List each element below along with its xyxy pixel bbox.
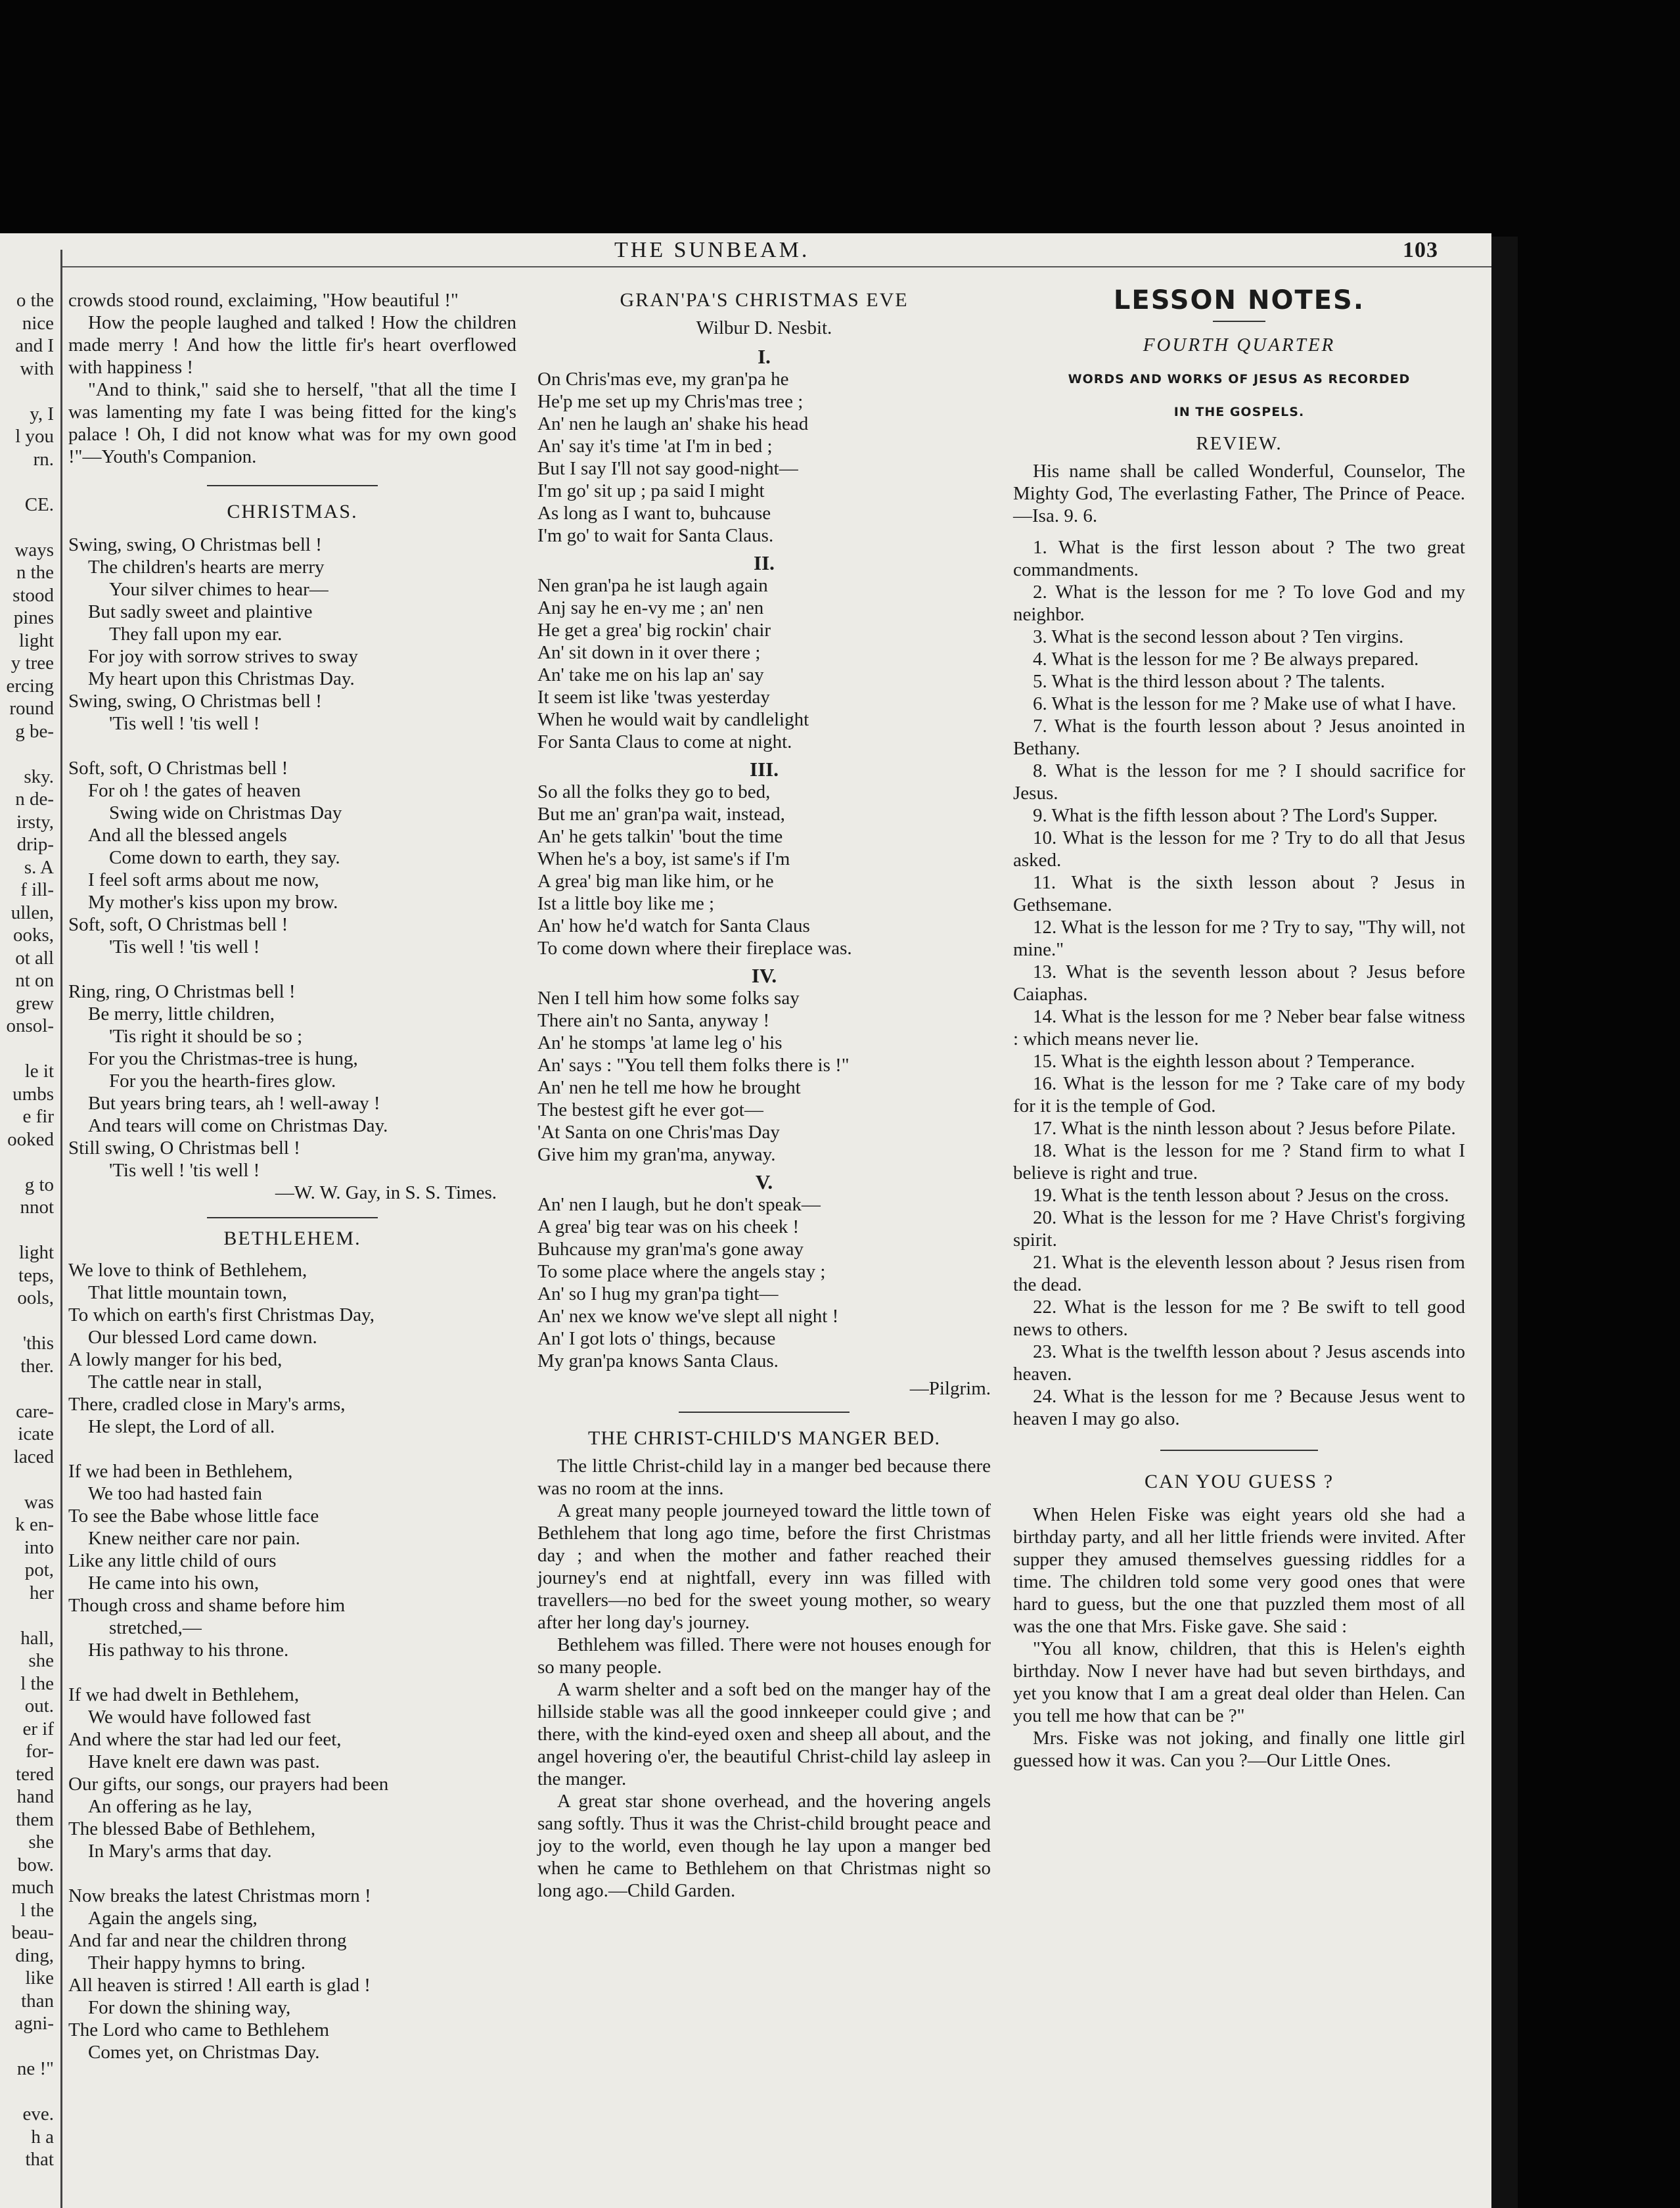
masthead-title: THE SUNBEAM. bbox=[614, 238, 810, 262]
stanza bbox=[537, 368, 991, 547]
lesson-subtitle-2: IN THE GOSPELS. bbox=[1173, 405, 1305, 419]
text-fragment bbox=[0, 2035, 54, 2058]
text-fragment: ot all bbox=[15, 947, 54, 969]
text-fragment: ercing bbox=[6, 675, 54, 697]
poem-line: When he's a boy, ist same's if I'm bbox=[537, 848, 790, 869]
stanza-break bbox=[68, 958, 516, 980]
poem-line: My heart upon this Christmas Day. bbox=[88, 668, 355, 689]
text-fragment: them bbox=[16, 1808, 54, 1830]
text-fragment bbox=[0, 516, 54, 539]
column-3 bbox=[1013, 285, 1465, 1772]
poem-line: The Lord who came to Bethlehem bbox=[68, 2019, 330, 2040]
text-fragment: er if bbox=[22, 1718, 54, 1739]
text-fragment: g be- bbox=[15, 720, 54, 742]
poem-granpa bbox=[537, 346, 991, 1372]
page-edge-shadow bbox=[1491, 237, 1518, 2208]
story-title-manger: THE CHRIST-CHILD'S MANGER BED. bbox=[588, 1427, 940, 1449]
poem-line: To come down where their fireplace was. bbox=[537, 938, 852, 959]
paragraph: "And to think," said she to herself, "that all the time I was lamenting my fate I was being fitted for the king's palace ! Oh, I did not know what was for my own good !"—Youth's Companion. bbox=[68, 379, 516, 467]
text-fragment bbox=[0, 1468, 54, 1491]
text-fragment: pines bbox=[13, 607, 54, 628]
poem-line: An' nen he tell me how he brought bbox=[537, 1077, 801, 1098]
paragraph: A great many people journeyed toward the little town of Bethlehem that long ago time, before the first Christmas day ; and when the mother and father reached their journey's end at nightfall, every inn was filled with travellers—no bed for the sweet young mother, so weary after her long day's journey. bbox=[537, 1500, 991, 1633]
paragraph: How the people laughed and talked ! How the children made merry ! And how the little fir's heart overflowed with happiness ! bbox=[68, 312, 516, 378]
text-fragment: icate bbox=[18, 1423, 54, 1444]
separator bbox=[1213, 321, 1265, 322]
lesson-item: 19. What is the tenth lesson about ? Jesus on the cross. bbox=[1033, 1185, 1449, 1206]
paragraph: When Helen Fiske was eight years old she had a birthday party, and all her little friends were invited. After supper they amused themselves guessing riddles for a time. The children told some very good ones that were hard to guess, but the one that puzzled them most of all was the one that Mrs. Fiske gave. She said : bbox=[1013, 1504, 1465, 1637]
poem-line: To which on earth's first Christmas Day, bbox=[68, 1304, 375, 1325]
text-fragment: o the bbox=[16, 290, 54, 311]
paragraph: "You all know, children, that this is Helen's eighth birthday. Now I never have had but seven birthdays, and yet you know that I am a great deal older than Helen. Can you tell me how that can be ?" bbox=[1013, 1638, 1465, 1726]
poem-line: stretched,— bbox=[109, 1617, 202, 1638]
text-fragment: CE. bbox=[24, 494, 54, 515]
lesson-questions bbox=[1013, 536, 1465, 1430]
poem-line: He'p me set up my Chris'mas tree ; bbox=[537, 391, 804, 412]
poem-line: All heaven is stirred ! All earth is glad ! bbox=[68, 1975, 371, 1996]
stanza bbox=[537, 1193, 991, 1372]
text-fragment bbox=[0, 1310, 54, 1333]
text-fragment: y, I bbox=[30, 403, 54, 425]
poem-line: My mother's kiss upon my brow. bbox=[88, 892, 338, 913]
text-fragment: irsty, bbox=[16, 811, 54, 833]
poem-line: 'Tis well ! 'tis well ! bbox=[109, 713, 260, 734]
poem-source: —Pilgrim. bbox=[909, 1378, 991, 1399]
text-fragment: ullen, bbox=[11, 902, 54, 923]
poem-line: An' I got lots o' things, because bbox=[537, 1328, 776, 1349]
stanza-break bbox=[68, 735, 516, 757]
poem-christmas bbox=[68, 534, 516, 1182]
poem-line: I'm go' sit up ; pa said I might bbox=[537, 480, 765, 501]
poem-line: And tears will come on Christmas Day. bbox=[88, 1115, 388, 1136]
poem-line: The bestest gift he ever got— bbox=[537, 1099, 763, 1120]
text-fragment: out. bbox=[24, 1695, 54, 1716]
text-fragment: onsol- bbox=[6, 1015, 54, 1036]
lesson-notes-title: LESSON NOTES. bbox=[1113, 285, 1365, 315]
poem-line: If we had dwelt in Bethlehem, bbox=[68, 1684, 300, 1705]
text-fragment: tered bbox=[16, 1763, 54, 1785]
poem-title-granpa: GRAN'PA'S CHRISTMAS EVE bbox=[620, 289, 909, 311]
text-fragment: round bbox=[9, 698, 54, 719]
text-fragment: umbs bbox=[12, 1083, 54, 1105]
header-rule bbox=[62, 266, 1491, 267]
poem-title-christmas: CHRISTMAS. bbox=[227, 501, 358, 522]
paragraph: A warm shelter and a soft bed on the manger hay of the hillside stable was all the good innkeeper could give ; and there, with the kind-eyed oxen and sheep all about, and the angel hovering o'er, the beautiful Christ-child lay asleep in the manger. bbox=[537, 1679, 991, 1789]
poem-line: Come down to earth, they say. bbox=[109, 847, 340, 868]
page-number: 103 bbox=[1403, 238, 1438, 262]
text-fragment: hall, bbox=[20, 1627, 54, 1649]
poem-line: An' nen I laugh, but he don't speak— bbox=[537, 1194, 821, 1215]
poem-line: So all the folks they go to bed, bbox=[537, 781, 771, 802]
poem-line: An' how he'd watch for Santa Claus bbox=[537, 915, 810, 936]
text-fragment: her bbox=[29, 1582, 54, 1603]
poem-line: Now breaks the latest Christmas morn ! bbox=[68, 1885, 371, 1906]
poem-line: An' say it's time 'at I'm in bed ; bbox=[537, 436, 773, 457]
poem-line: Our gifts, our songs, our prayers had been bbox=[68, 1774, 389, 1795]
text-fragment: nice bbox=[22, 312, 54, 334]
poem-line: I'm go' to wait for Santa Claus. bbox=[537, 525, 774, 546]
poem-line: For oh ! the gates of heaven bbox=[88, 780, 301, 801]
text-fragment bbox=[0, 1038, 54, 1061]
poem-line: Anj say he en-vy me ; an' nen bbox=[537, 597, 764, 618]
poem-line: A lowly manger for his bed, bbox=[68, 1349, 283, 1370]
poem-line: Give him my gran'ma, anyway. bbox=[537, 1144, 776, 1165]
poem-line: Nen I tell him how some folks say bbox=[537, 988, 800, 1009]
text-fragment: care- bbox=[16, 1400, 54, 1422]
text-fragment: l you bbox=[15, 426, 54, 447]
poem-line: We love to think of Bethlehem, bbox=[68, 1260, 307, 1281]
poem-line: An offering as he lay, bbox=[88, 1796, 252, 1817]
stanza bbox=[537, 987, 991, 1166]
text-fragment: beau- bbox=[11, 1922, 54, 1943]
text-fragment: bow. bbox=[17, 1854, 54, 1875]
text-fragment: grew bbox=[16, 992, 54, 1014]
lesson-item: 7. What is the fourth lesson about ? Jesus anointed in Bethany. bbox=[1013, 716, 1465, 759]
poem-line: And where the star had led our feet, bbox=[68, 1729, 342, 1750]
text-fragment: h a bbox=[31, 2126, 54, 2148]
poem-line: There, cradled close in Mary's arms, bbox=[68, 1394, 346, 1415]
poem-line: An' he gets talkin' 'bout the time bbox=[537, 826, 783, 847]
text-fragment: light bbox=[18, 630, 54, 651]
text-fragment bbox=[0, 2081, 54, 2104]
lesson-item: 9. What is the fifth lesson about ? The Lord's Supper. bbox=[1033, 805, 1438, 826]
poem-line: We too had hasted fain bbox=[88, 1483, 263, 1504]
poem-line: He get a grea' big rockin' chair bbox=[537, 620, 771, 641]
story-ending bbox=[68, 289, 516, 468]
quarter-label: FOURTH QUARTER bbox=[1143, 334, 1336, 356]
lesson-item: 23. What is the twelfth lesson about ? Jesus ascends into heaven. bbox=[1013, 1341, 1465, 1385]
poem-line: On Chris'mas eve, my gran'pa he bbox=[537, 369, 789, 390]
poem-line: An' sit down in it over there ; bbox=[537, 642, 761, 663]
text-fragment: s. A bbox=[24, 856, 54, 878]
lesson-item: 6. What is the lesson for me ? Make use of what I have. bbox=[1033, 693, 1457, 714]
guess-story bbox=[1013, 1504, 1465, 1772]
poem-line: Knew neither care nor pain. bbox=[88, 1528, 300, 1549]
poem-line: For you the hearth-fires glow. bbox=[109, 1070, 336, 1092]
poem-line: That little mountain town, bbox=[88, 1282, 287, 1303]
poem-line: In Mary's arms that day. bbox=[88, 1841, 272, 1862]
text-fragment: drip- bbox=[16, 834, 54, 855]
text-fragment: ne !" bbox=[16, 2058, 54, 2079]
text-fragment: e fir bbox=[22, 1106, 54, 1127]
poem-line: If we had been in Bethlehem, bbox=[68, 1461, 293, 1482]
text-fragment: rn. bbox=[33, 448, 54, 470]
poem-line: A grea' big tear was on his cheek ! bbox=[537, 1216, 800, 1237]
poem-author: Wilbur D. Nesbit. bbox=[696, 317, 832, 338]
lesson-item: 17. What is the ninth lesson about ? Jesus before Pilate. bbox=[1033, 1118, 1456, 1139]
text-fragment: pot, bbox=[24, 1559, 54, 1580]
poem-line: Nen gran'pa he ist laugh again bbox=[537, 575, 768, 596]
poem-line: Be merry, little children, bbox=[88, 1003, 275, 1024]
text-fragment: ools, bbox=[17, 1287, 54, 1308]
poem-line: The cattle near in stall, bbox=[88, 1371, 262, 1392]
poem-line: And far and near the children throng bbox=[68, 1930, 347, 1951]
poem-line: Swing wide on Christmas Day bbox=[109, 802, 342, 823]
text-fragment: nt on bbox=[15, 970, 54, 991]
text-fragment: nnot bbox=[20, 1197, 54, 1218]
poem-line: Have knelt ere dawn was past. bbox=[88, 1751, 320, 1772]
lesson-item: 4. What is the lesson for me ? Be always prepared. bbox=[1033, 649, 1419, 670]
poem-line: 'Tis well ! 'tis well ! bbox=[109, 1160, 260, 1181]
poem-line: 'At Santa on one Chris'mas Day bbox=[537, 1122, 780, 1143]
text-fragment: light bbox=[18, 1242, 54, 1263]
column-1 bbox=[68, 289, 516, 2063]
review-heading: REVIEW. bbox=[1196, 433, 1283, 454]
poem-line: As long as I want to, buhcause bbox=[537, 503, 771, 524]
text-fragment: n the bbox=[16, 562, 54, 583]
stanza-break bbox=[68, 1862, 516, 1885]
poem-line: Ist a little boy like me ; bbox=[537, 893, 715, 914]
text-fragment: with bbox=[20, 357, 54, 379]
text-fragment: sky. bbox=[24, 766, 54, 787]
poem-line: He came into his own, bbox=[88, 1573, 260, 1594]
text-fragment: y tree bbox=[11, 653, 54, 674]
stanza-number: V. bbox=[755, 1170, 773, 1193]
poem-title-bethlehem: BETHLEHEM. bbox=[223, 1228, 361, 1249]
stanza-number: I. bbox=[758, 345, 771, 368]
text-fragment: hand bbox=[16, 1786, 54, 1807]
lesson-item: 1. What is the first lesson about ? The two great commandments. bbox=[1013, 537, 1465, 580]
poem-line: He slept, the Lord of all. bbox=[88, 1416, 275, 1437]
lesson-item: 21. What is the eleventh lesson about ? Jesus risen from the dead. bbox=[1013, 1252, 1465, 1295]
poem-line: Soft, soft, O Christmas bell ! bbox=[68, 758, 288, 779]
lesson-item: 20. What is the lesson for me ? Have Christ's forgiving spirit. bbox=[1013, 1207, 1465, 1251]
poem-line: Their happy hymns to bring. bbox=[88, 1952, 306, 1973]
poem-line: To some place where the angels stay ; bbox=[537, 1261, 826, 1282]
text-fragment: 'this bbox=[22, 1333, 54, 1354]
text-fragment: like bbox=[25, 1967, 54, 1989]
lesson-item: 5. What is the third lesson about ? The talents. bbox=[1033, 671, 1386, 692]
poem-line: My gran'pa knows Santa Claus. bbox=[537, 1350, 779, 1371]
text-fragment: f ill- bbox=[20, 879, 54, 900]
lesson-item: 22. What is the lesson for me ? Be swift to tell good news to others. bbox=[1013, 1297, 1465, 1340]
poem-line: Comes yet, on Christmas Day. bbox=[88, 2042, 320, 2063]
text-fragment bbox=[0, 1377, 54, 1400]
attribution: —W. W. Gay, in S. S. Times. bbox=[275, 1182, 497, 1203]
stanza bbox=[537, 781, 991, 959]
poem-line: An' nex we know we've slept all night ! bbox=[537, 1306, 839, 1327]
text-fragment: g to bbox=[24, 1174, 54, 1195]
poem-line: An' so I hug my gran'pa tight— bbox=[537, 1283, 779, 1304]
poem-line: Like any little child of ours bbox=[68, 1550, 277, 1571]
poem-line: But I say I'll not say good-night— bbox=[537, 458, 798, 479]
text-fragment: ooked bbox=[7, 1128, 54, 1150]
text-fragment bbox=[0, 1151, 54, 1174]
poem-line: An' he stomps 'at lame leg o' his bbox=[537, 1032, 783, 1053]
text-fragment: teps, bbox=[18, 1264, 54, 1286]
poem-line: The children's hearts are merry bbox=[88, 557, 325, 578]
text-fragment: she bbox=[28, 1831, 54, 1852]
poem-line: Ring, ring, O Christmas bell ! bbox=[68, 981, 296, 1002]
text-fragment: eve. bbox=[22, 2104, 54, 2125]
text-fragment: n de- bbox=[15, 789, 54, 810]
text-fragment bbox=[0, 380, 54, 403]
paragraph: The little Christ-child lay in a manger bed because there was no room at the inns. bbox=[537, 1456, 991, 1499]
stanza-break bbox=[68, 1661, 516, 1684]
poem-line: Buhcause my gran'ma's gone away bbox=[537, 1239, 804, 1260]
text-fragment bbox=[0, 1604, 54, 1627]
text-fragment: l the bbox=[20, 1672, 54, 1694]
poem-line: But sadly sweet and plaintive bbox=[88, 601, 313, 622]
poem-line: We would have followed fast bbox=[88, 1707, 311, 1728]
text-fragment: she bbox=[28, 1650, 54, 1671]
column-2 bbox=[537, 289, 991, 1902]
lesson-item: 3. What is the second lesson about ? Ten virgins. bbox=[1033, 626, 1404, 647]
text-fragment: into bbox=[24, 1536, 54, 1558]
text-fragment: and I bbox=[15, 335, 54, 356]
poem-line: Our blessed Lord came down. bbox=[88, 1327, 317, 1348]
poem-line: For joy with sorrow strives to sway bbox=[88, 646, 358, 667]
poem-line: An' take me on his lap an' say bbox=[537, 664, 764, 685]
poem-line: Soft, soft, O Christmas bell ! bbox=[68, 914, 288, 935]
poem-line: 'Tis right it should be so ; bbox=[109, 1026, 303, 1047]
stanza bbox=[537, 574, 991, 753]
poem-line: For you the Christmas-tree is hung, bbox=[88, 1048, 358, 1069]
text-fragment: stood bbox=[12, 584, 54, 606]
poem-bethlehem bbox=[68, 1259, 516, 2063]
text-fragment: was bbox=[24, 1491, 54, 1513]
golden-text: His name shall be called Wonderful, Counselor, The Mighty God, The everlasting Father, The Prince of Peace.—Isa. 9. 6. bbox=[1013, 461, 1465, 526]
poem-line: To see the Babe whose little face bbox=[68, 1506, 319, 1527]
poem-line: But me an' gran'pa wait, instead, bbox=[537, 804, 785, 825]
stanza-number: II. bbox=[754, 551, 775, 574]
text-fragment: k en- bbox=[15, 1514, 54, 1535]
poem-line: They fall upon my ear. bbox=[109, 624, 283, 645]
lesson-item: 13. What is the seventh lesson about ? Jesus before Caiaphas. bbox=[1013, 961, 1465, 1005]
lesson-item: 11. What is the sixth lesson about ? Jesus in Gethsemane. bbox=[1013, 872, 1465, 915]
lesson-item: 15. What is the eighth lesson about ? Temperance. bbox=[1033, 1051, 1415, 1072]
poem-line: I feel soft arms about me now, bbox=[88, 869, 319, 890]
lesson-subtitle-1: WORDS AND WORKS OF JESUS AS RECORDED bbox=[1068, 372, 1411, 386]
text-fragment bbox=[0, 1219, 54, 1242]
text-fragment: much bbox=[11, 1877, 54, 1898]
poem-line: When he would wait by candlelight bbox=[537, 709, 809, 730]
poem-line: 'Tis well ! 'tis well ! bbox=[109, 936, 260, 957]
guess-title: CAN YOU GUESS ? bbox=[1144, 1471, 1334, 1492]
poem-line: For down the shining way, bbox=[88, 1997, 291, 2018]
poem-line: Though cross and shame before him bbox=[68, 1595, 346, 1616]
text-fragment: ooks, bbox=[12, 925, 54, 946]
lesson-item: 18. What is the lesson for me ? Stand firm to what I believe is right and true. bbox=[1013, 1140, 1465, 1184]
poem-line: Swing, swing, O Christmas bell ! bbox=[68, 691, 322, 712]
poem-line: There ain't no Santa, anyway ! bbox=[537, 1010, 770, 1031]
lesson-item: 24. What is the lesson for me ? Because Jesus went to heaven I may go also. bbox=[1013, 1386, 1465, 1429]
paragraph: A great star shone overhead, and the hovering angels sang softly. Thus it was the Christ-child brought peace and joy to the world, even though he lay upon a manger bed when he came to Bethlehem on that Christmas night so long ago.—Child Garden. bbox=[537, 1791, 991, 1901]
lesson-item: 2. What is the lesson for me ? To love God and my neighbor. bbox=[1013, 582, 1465, 625]
text-fragment: le it bbox=[24, 1061, 54, 1082]
text-fragment: ways bbox=[14, 539, 54, 561]
poem-line: An' says : "You tell them folks there is !" bbox=[537, 1055, 850, 1076]
paragraph: Mrs. Fiske was not joking, and finally one little girl guessed how it was. Can you ?—Our Little Ones. bbox=[1013, 1728, 1465, 1771]
text-fragment: ther. bbox=[20, 1355, 54, 1377]
poem-line: Your silver chimes to hear— bbox=[109, 579, 329, 600]
poem-line: But years bring tears, ah ! well-away ! bbox=[88, 1093, 380, 1114]
poem-line: And all the blessed angels bbox=[88, 825, 287, 846]
lesson-item: 16. What is the lesson for me ? Take care of my body for it is the temple of God. bbox=[1013, 1073, 1465, 1116]
poem-line: His pathway to his throne. bbox=[88, 1640, 289, 1661]
stanza-number: IV. bbox=[751, 964, 777, 987]
text-fragment: ding, bbox=[15, 1944, 54, 1966]
text-fragment: l the bbox=[20, 1899, 54, 1921]
left-page-fragment bbox=[0, 289, 58, 2208]
paragraph: crowds stood round, exclaiming, "How beautiful !" bbox=[68, 290, 459, 311]
text-fragment: for- bbox=[26, 1741, 54, 1762]
lesson-item: 14. What is the lesson for me ? Neber bear false witness : which means never lie. bbox=[1013, 1006, 1465, 1049]
poem-line: Again the angels sing, bbox=[88, 1908, 258, 1929]
text-fragment: agni- bbox=[14, 2013, 54, 2034]
lesson-item: 12. What is the lesson for me ? Try to say, "Thy will, not mine." bbox=[1013, 917, 1465, 960]
text-fragment bbox=[0, 743, 54, 766]
lesson-item: 10. What is the lesson for me ? Try to do all that Jesus asked. bbox=[1013, 827, 1465, 871]
lesson-item: 8. What is the lesson for me ? I should sacrifice for Jesus. bbox=[1013, 760, 1465, 804]
poem-line: Still swing, O Christmas bell ! bbox=[68, 1138, 300, 1159]
text-fragment: than bbox=[21, 1990, 54, 2012]
text-fragment bbox=[0, 471, 54, 494]
text-fragment: laced bbox=[13, 1446, 54, 1467]
poem-line: For Santa Claus to come at night. bbox=[537, 731, 792, 752]
column-rule bbox=[60, 250, 62, 2208]
story-manger bbox=[537, 1455, 991, 1902]
stanza-break bbox=[68, 1438, 516, 1460]
poem-line: The blessed Babe of Bethlehem, bbox=[68, 1818, 316, 1839]
paragraph: Bethlehem was filled. There were not houses enough for so many people. bbox=[537, 1634, 991, 1678]
poem-line: A grea' big man like him, or he bbox=[537, 871, 774, 892]
poem-line: An' nen he laugh an' shake his head bbox=[537, 413, 809, 434]
poem-line: It seem ist like 'twas yesterday bbox=[537, 687, 770, 708]
stanza-number: III. bbox=[750, 758, 779, 781]
poem-line: Swing, swing, O Christmas bell ! bbox=[68, 534, 322, 555]
text-fragment: that bbox=[25, 2149, 54, 2170]
